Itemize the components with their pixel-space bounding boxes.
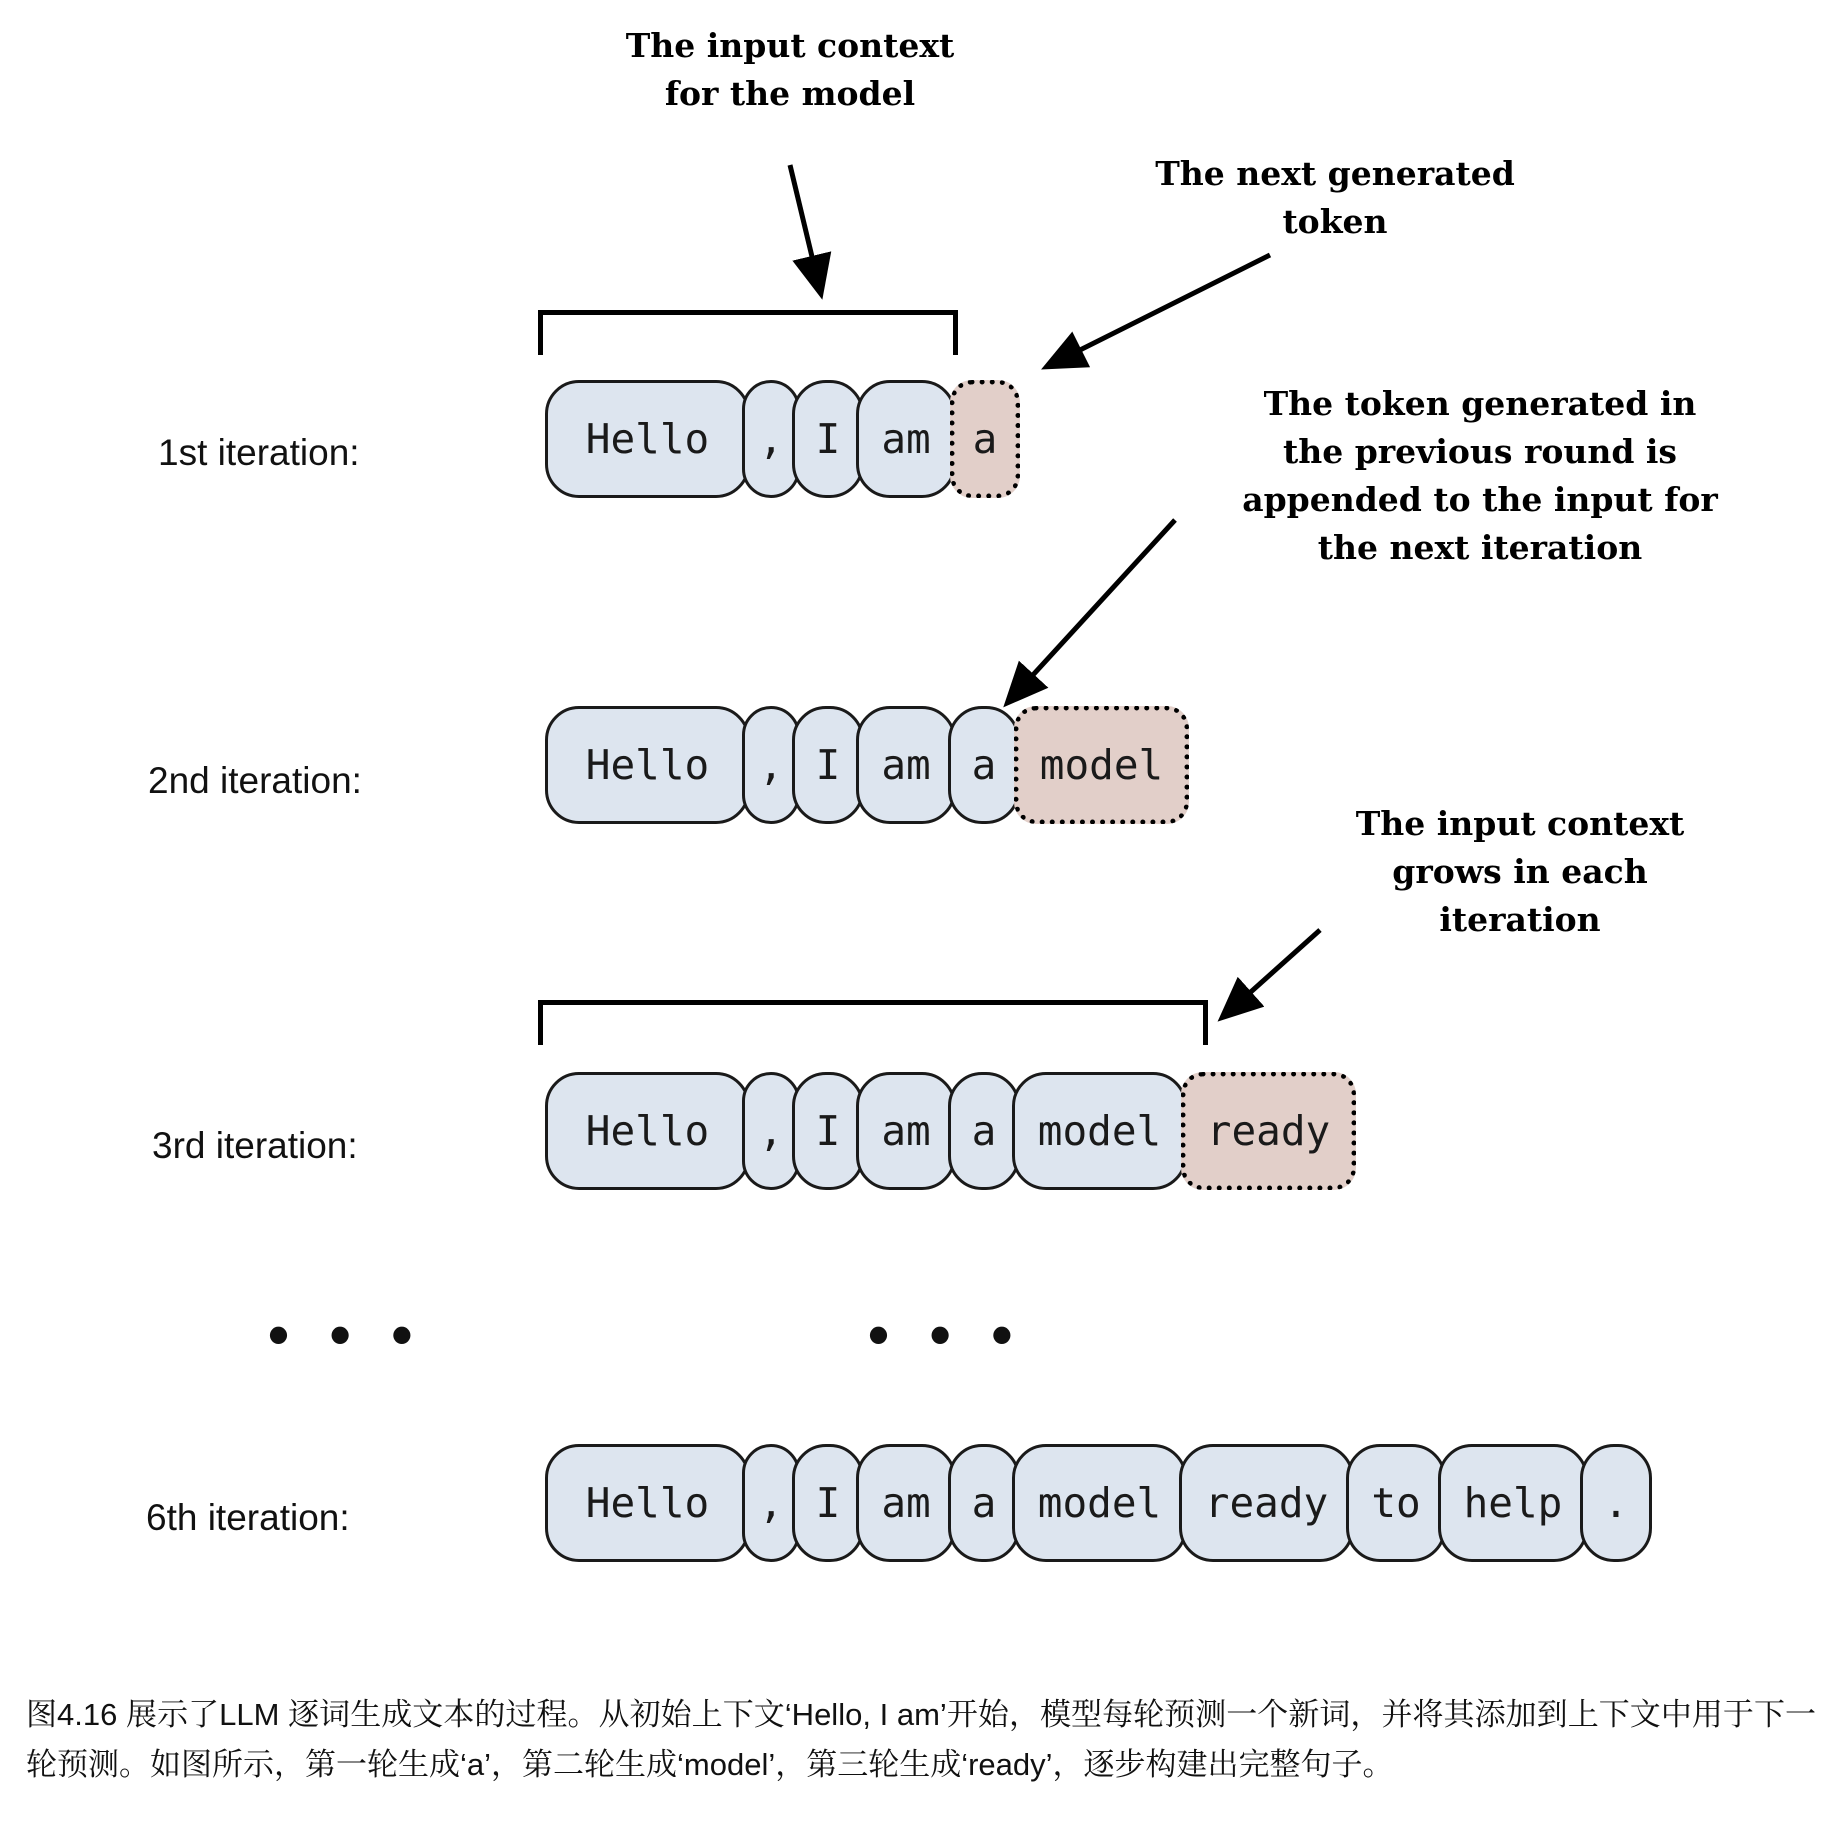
token: I (792, 380, 864, 498)
token: a (948, 1072, 1020, 1190)
token: a (948, 1444, 1020, 1562)
token-generated: ready (1181, 1072, 1356, 1190)
token: . (1580, 1444, 1652, 1562)
token-row-6th (545, 1444, 1652, 1562)
token: model (1012, 1444, 1187, 1562)
annotation-next-token: The next generated token (1155, 154, 1515, 241)
token: I (792, 1072, 864, 1190)
token: I (792, 1444, 864, 1562)
token: am (856, 380, 956, 498)
annotation-appended-to-input: The token generated in the previous round is appended to the input for the next iteration (1242, 384, 1718, 567)
token: Hello (545, 1444, 750, 1562)
bracket-context-3rd (538, 1000, 1208, 1045)
token: help (1438, 1444, 1588, 1562)
token: Hello (545, 380, 750, 498)
bracket-context-1st (538, 310, 958, 355)
annotation-input-context: The input context for the model (625, 26, 955, 113)
ellipsis-left: • • • (268, 1301, 425, 1368)
token: , (742, 380, 800, 498)
token: Hello (545, 1072, 750, 1190)
token: model (1012, 1072, 1187, 1190)
arrow-input-context (790, 165, 820, 290)
token: , (742, 1444, 800, 1562)
arrow-next-token (1050, 255, 1270, 365)
token-row-2nd (545, 706, 1189, 824)
token: am (856, 1072, 956, 1190)
token: , (742, 706, 800, 824)
annotation-context-grows: The input context grows in each iteration (1355, 804, 1685, 939)
token: ready (1179, 1444, 1354, 1562)
token: , (742, 1072, 800, 1190)
row-label-6th: 6th iteration: (146, 1497, 350, 1538)
ellipsis-right: • • • (868, 1301, 1025, 1368)
row-label-2nd: 2nd iteration: (148, 760, 362, 801)
arrow-appended (1010, 520, 1175, 700)
token: a (948, 706, 1020, 824)
row-label-3rd: 3rd iteration: (152, 1125, 358, 1166)
token-generated: a (950, 380, 1020, 498)
token-row-3rd (545, 1072, 1356, 1190)
token-generated: model (1014, 706, 1189, 824)
token: am (856, 1444, 956, 1562)
token-row-1st (545, 380, 1020, 498)
token: to (1346, 1444, 1446, 1562)
row-label-1st: 1st iteration: (158, 432, 360, 473)
token: am (856, 706, 956, 824)
figure-caption: 图4.16 展示了LLM 逐词生成文本的过程。从初始上下文‘Hello, I am’开始，模型每轮预测一个新词，并将其添加到上下文中用于下一轮预测。如图所示，第一轮生成‘a’，第二轮生成‘model’，第三轮生成‘ready’，逐步构建出完整句子。 (26, 1697, 1816, 1783)
token: Hello (545, 706, 750, 824)
token: I (792, 706, 864, 824)
